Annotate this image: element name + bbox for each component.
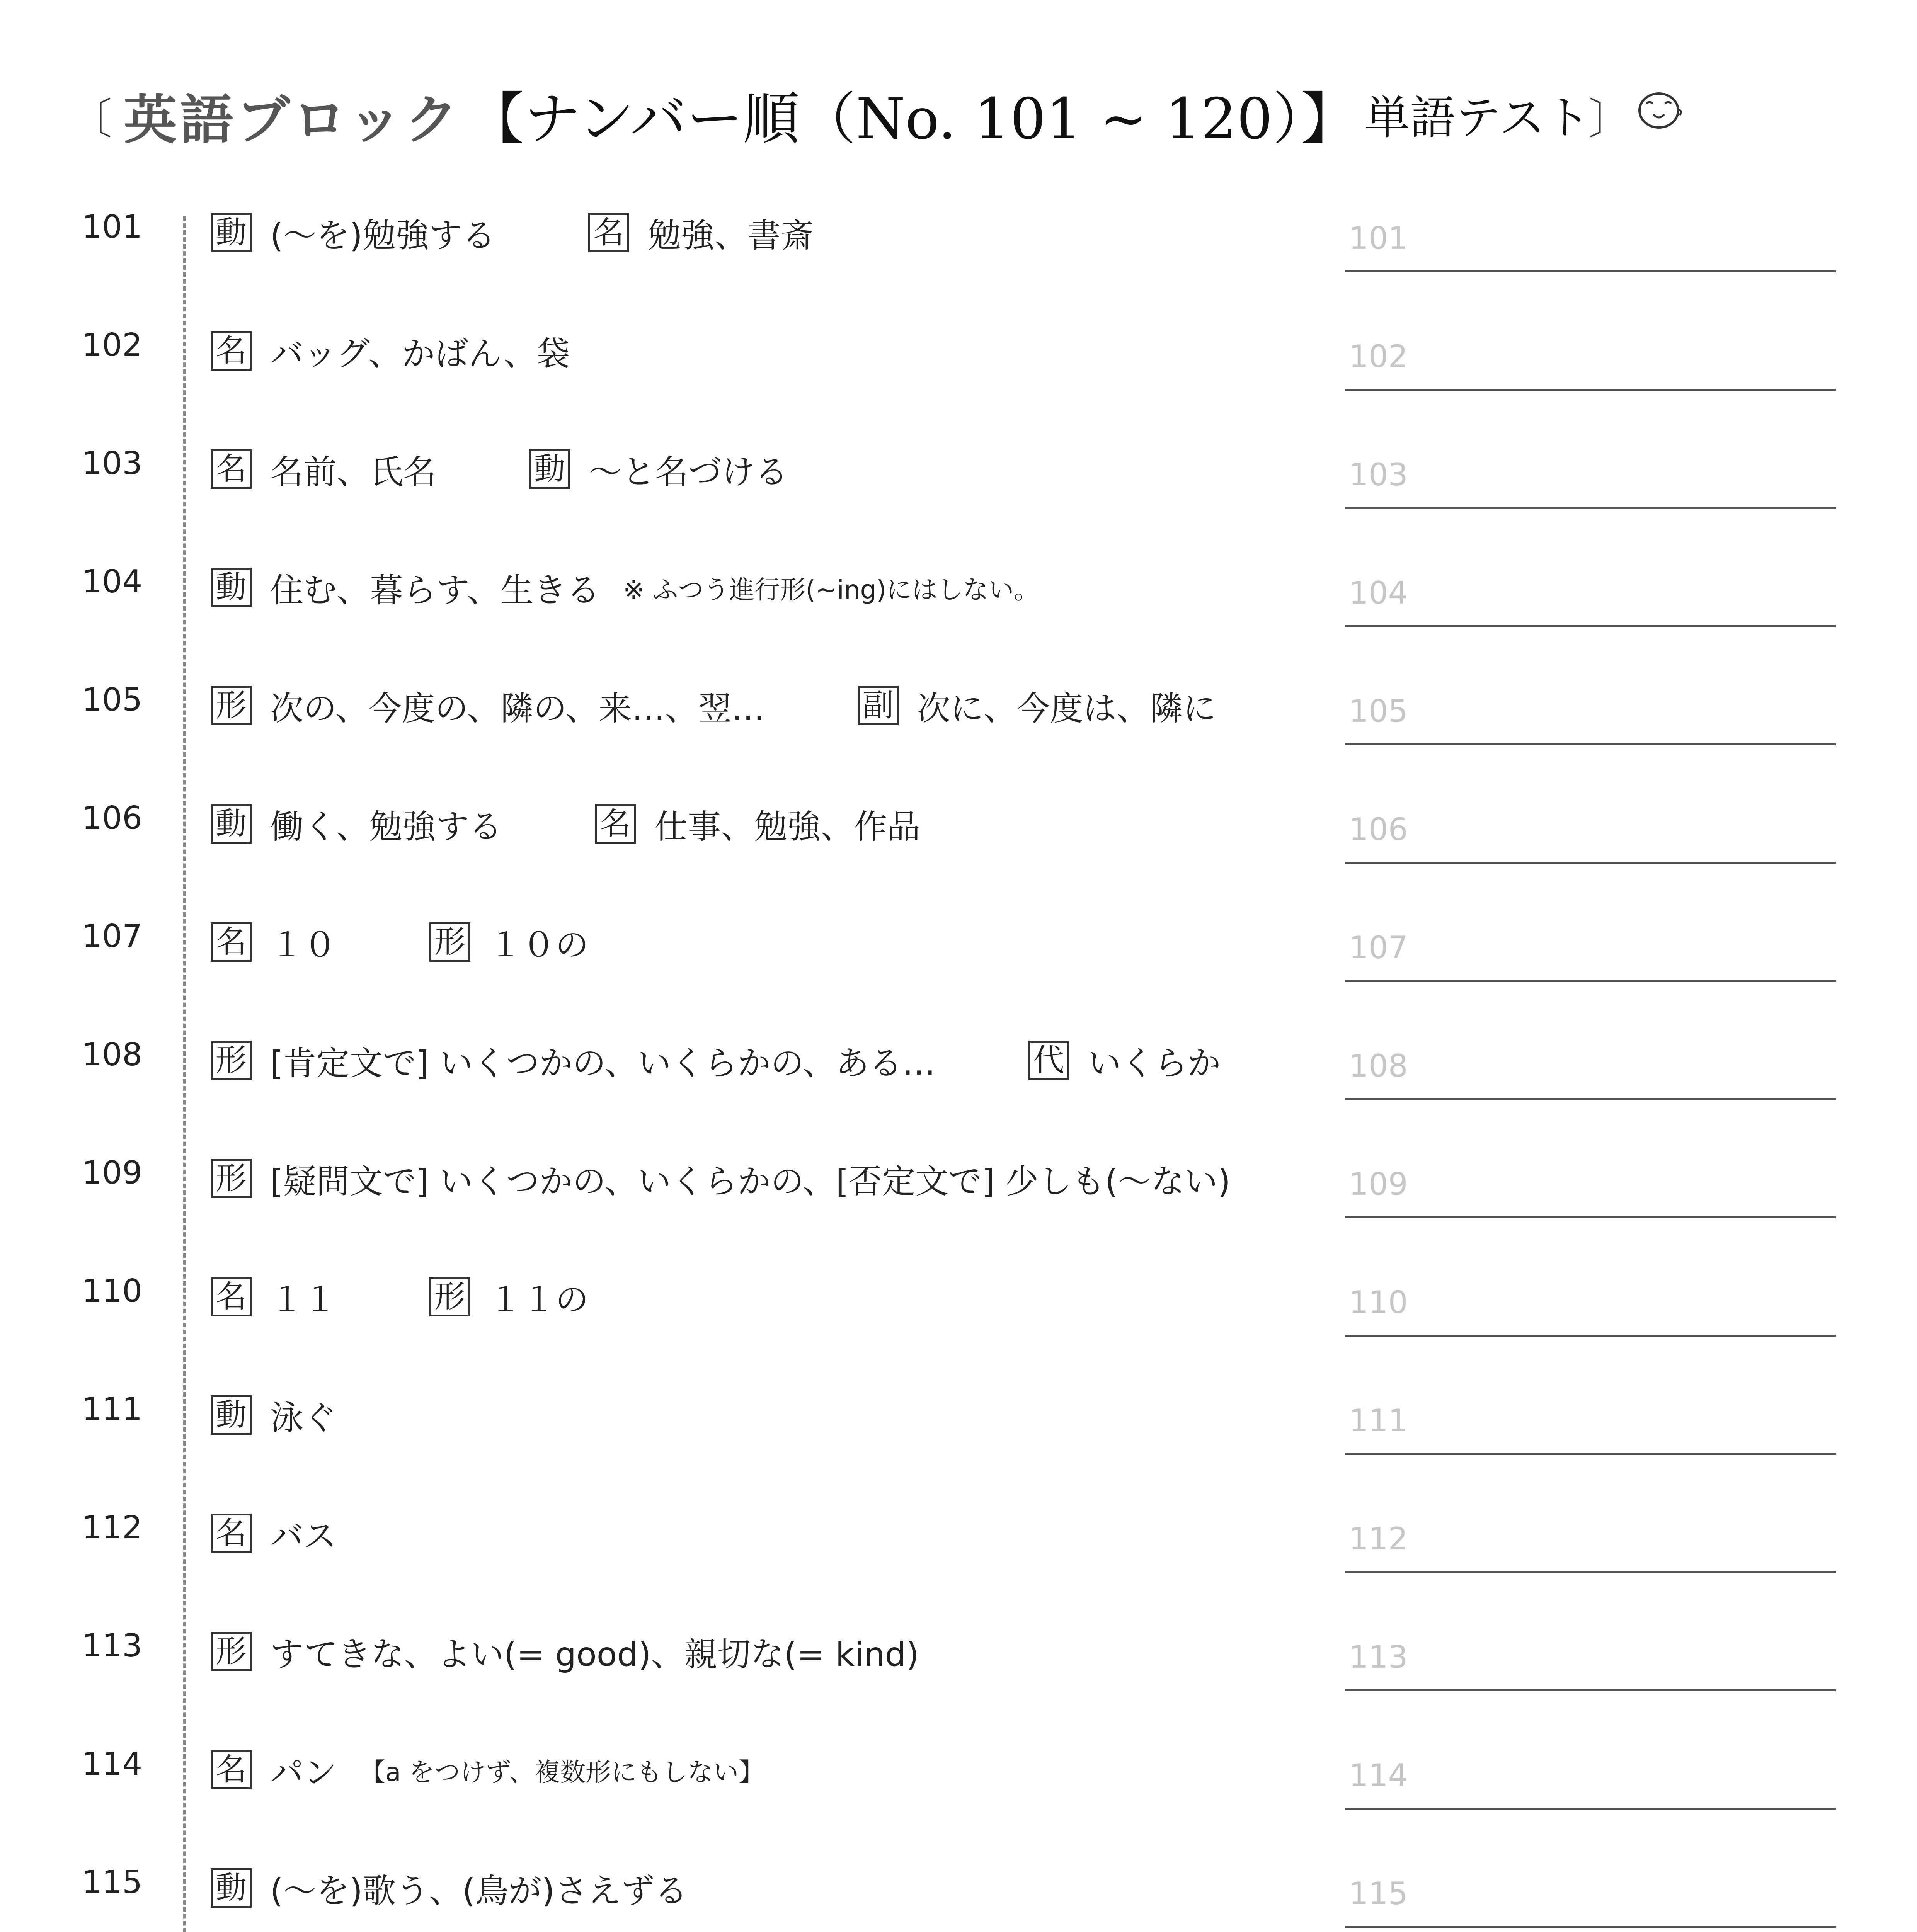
item-number: 109 — [82, 1155, 143, 1191]
definition — [211, 1155, 1231, 1202]
answer-field[interactable] — [1345, 457, 1836, 509]
answer-field-number: 109 — [1349, 1166, 1408, 1202]
item-number: 115 — [82, 1864, 143, 1901]
table-row — [0, 1628, 1917, 1746]
item-number: 113 — [82, 1628, 143, 1664]
definition-text: 勉強、書斎 — [648, 216, 814, 255]
answer-field-number: 105 — [1349, 693, 1408, 729]
part-of-speech-badge: 動 — [211, 213, 252, 252]
definition — [211, 1746, 764, 1794]
answer-field[interactable] — [1345, 1403, 1836, 1455]
definition — [211, 1864, 688, 1912]
definition-text: バッグ、かばん、袋 — [270, 335, 570, 373]
table-row — [0, 327, 1917, 445]
definition — [211, 1509, 337, 1557]
answer-field[interactable] — [1345, 1521, 1836, 1573]
answer-field-number: 102 — [1349, 338, 1408, 374]
header-bracket-open: 〔 — [70, 94, 112, 144]
part-of-speech-badge: 動 — [529, 449, 570, 489]
table-row — [0, 918, 1917, 1036]
definition-text: １１の — [489, 1281, 589, 1319]
part-of-speech-badge: 名 — [211, 331, 252, 371]
answer-field[interactable] — [1345, 693, 1836, 745]
answer-field-number: 106 — [1349, 811, 1408, 847]
answer-field[interactable] — [1345, 811, 1836, 864]
smiling-face-icon — [1635, 85, 1685, 135]
part-of-speech-badge: 名 — [211, 922, 252, 962]
item-number: 106 — [82, 800, 143, 837]
definition-text: バス — [270, 1517, 337, 1556]
part-of-speech-badge: 名 — [211, 1514, 252, 1553]
definition — [211, 918, 589, 966]
item-number: 101 — [82, 209, 143, 245]
answer-field-number: 104 — [1349, 575, 1408, 611]
definition — [211, 209, 814, 257]
definition — [211, 1273, 589, 1321]
table-row — [0, 800, 1917, 918]
definition-text: (〜を)歌う、(鳥が)さえずる — [270, 1872, 688, 1910]
part-of-speech-badge: 名 — [595, 804, 636, 844]
answer-field-number: 111 — [1349, 1403, 1408, 1439]
part-of-speech-badge: 動 — [211, 568, 252, 607]
answer-field-number: 115 — [1349, 1876, 1408, 1912]
answer-field[interactable] — [1345, 1639, 1836, 1691]
answer-field[interactable] — [1345, 1048, 1836, 1100]
definition-text: 働く、勉強する — [270, 808, 502, 846]
part-of-speech-badge: 名 — [211, 1277, 252, 1316]
part-of-speech-badge: 動 — [211, 804, 252, 844]
usage-note: ※ ふつう進行形(~ing)にはしない。 — [623, 575, 1040, 605]
definition — [211, 563, 1039, 611]
header-bracket-close: 〕 — [1588, 94, 1631, 144]
page-header — [70, 73, 1847, 152]
answer-field[interactable] — [1345, 1284, 1836, 1337]
answer-field-number: 110 — [1349, 1284, 1408, 1320]
item-number: 102 — [82, 327, 143, 364]
table-row — [0, 682, 1917, 800]
part-of-speech-badge: 形 — [211, 1159, 252, 1198]
table-row — [0, 563, 1917, 682]
answer-field-number: 101 — [1349, 220, 1408, 256]
definition-text: 泳ぐ — [270, 1399, 337, 1437]
definition — [211, 1036, 1221, 1084]
table-row — [0, 1509, 1917, 1628]
usage-note: 【a をつけず、複数形にもしない】 — [360, 1757, 764, 1787]
table-row — [0, 1391, 1917, 1509]
item-number: 107 — [82, 918, 143, 955]
part-of-speech-badge: 形 — [211, 1041, 252, 1080]
answer-field[interactable] — [1345, 1876, 1836, 1928]
definition — [211, 327, 570, 375]
brand-logo: 英語ブロック — [124, 89, 461, 151]
part-of-speech-badge: 名 — [588, 213, 629, 252]
definition-text: パン — [270, 1753, 337, 1792]
part-of-speech-badge: 動 — [211, 1868, 252, 1908]
page-subtitle: 単語テスト — [1364, 91, 1591, 145]
part-of-speech-badge: 形 — [211, 1632, 252, 1671]
item-number: 108 — [82, 1036, 143, 1073]
definition-text: １１ — [270, 1281, 337, 1319]
part-of-speech-badge: 名 — [211, 449, 252, 489]
item-number: 105 — [82, 682, 143, 718]
answer-field-number: 107 — [1349, 930, 1408, 966]
answer-field[interactable] — [1345, 930, 1836, 982]
item-number: 114 — [82, 1746, 143, 1782]
definition — [211, 1628, 919, 1675]
answer-field[interactable] — [1345, 220, 1836, 272]
table-row — [0, 1036, 1917, 1155]
table-row — [0, 1746, 1917, 1864]
part-of-speech-badge: 形 — [429, 1277, 470, 1316]
answer-field-number: 108 — [1349, 1048, 1408, 1084]
part-of-speech-badge: 動 — [211, 1395, 252, 1435]
item-number: 104 — [82, 563, 143, 600]
definition — [211, 682, 1216, 730]
part-of-speech-badge: 形 — [211, 686, 252, 725]
definition-text: １０ — [270, 926, 337, 964]
definition-text: (〜を)勉強する — [270, 216, 496, 255]
answer-field-number: 114 — [1349, 1757, 1408, 1793]
definition-text: １０の — [489, 926, 589, 964]
definition-text: 住む、暮らす、生きる — [270, 571, 600, 610]
definition-text: 次の、今度の、隣の、来…、翌… — [270, 689, 765, 728]
answer-field[interactable] — [1345, 1757, 1836, 1810]
definition-text: [疑問文で] いくつかの、いくらかの、[否定文で] 少しも(〜ない) — [270, 1162, 1231, 1201]
definition-text: すてきな、よい(= good)、親切な(= kind) — [270, 1635, 919, 1674]
table-row — [0, 209, 1917, 327]
answer-field-number: 112 — [1349, 1521, 1408, 1557]
table-row — [0, 445, 1917, 563]
part-of-speech-badge: 形 — [429, 922, 470, 962]
item-number: 103 — [82, 445, 143, 482]
answer-field[interactable] — [1345, 1166, 1836, 1218]
answer-field[interactable] — [1345, 338, 1836, 391]
definition-text: いくらか — [1088, 1044, 1221, 1083]
definition — [211, 1391, 337, 1439]
definition — [211, 445, 788, 493]
table-row — [0, 1155, 1917, 1273]
definition — [211, 800, 920, 848]
answer-field-number: 113 — [1349, 1639, 1408, 1675]
answer-field-number: 103 — [1349, 457, 1408, 493]
page-title: 【ナンバー順（No. 101 ~ 120）】 — [468, 86, 1357, 152]
definition-text: [肯定文で] いくつかの、いくらかの、ある… — [270, 1044, 936, 1083]
definition-text: 〜と名づける — [589, 453, 788, 492]
definition-text: 名前、氏名 — [270, 453, 436, 492]
part-of-speech-badge: 代 — [1028, 1041, 1069, 1080]
answer-field[interactable] — [1345, 575, 1836, 627]
item-number: 111 — [82, 1391, 143, 1428]
part-of-speech-badge: 名 — [211, 1750, 252, 1789]
definition-text: 次に、今度は、隣に — [917, 689, 1216, 728]
item-number: 110 — [82, 1273, 143, 1310]
part-of-speech-badge: 副 — [858, 686, 899, 725]
table-row — [0, 1273, 1917, 1391]
table-row — [0, 1864, 1917, 1932]
definition-text: 仕事、勉強、作品 — [654, 808, 921, 846]
item-number: 112 — [82, 1509, 143, 1546]
